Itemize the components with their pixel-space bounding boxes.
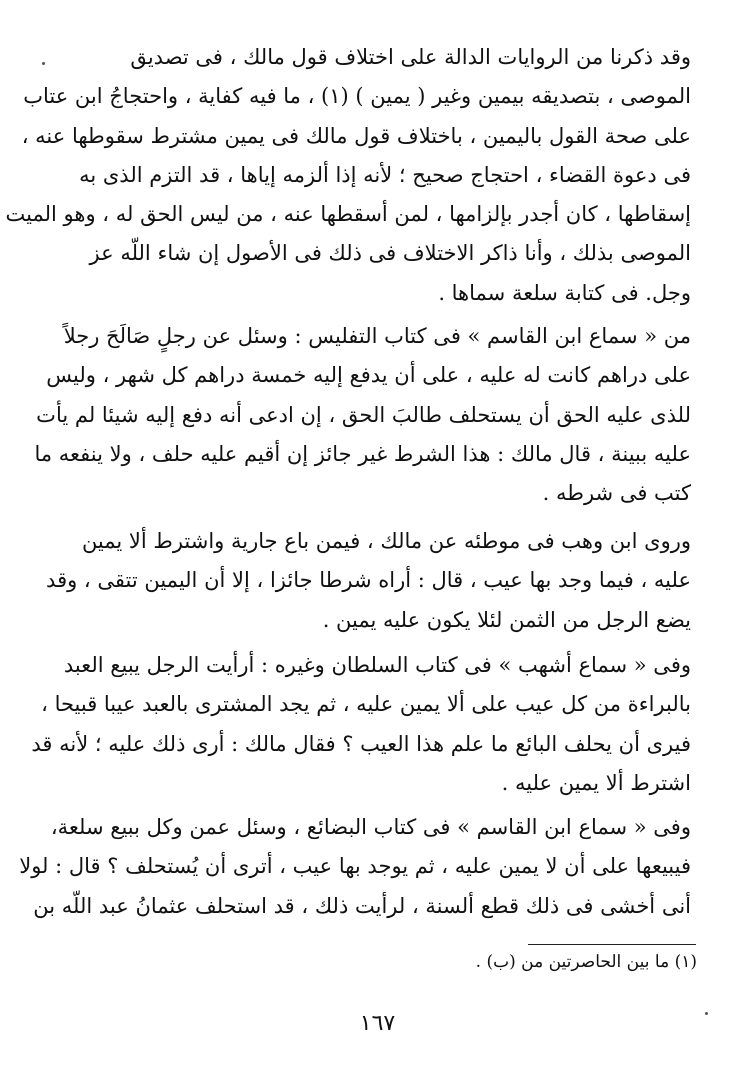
text-line: اشترط ألا يمين عليه . bbox=[501, 770, 691, 795]
paragraph-4 bbox=[31, 646, 691, 803]
text-line: وفى « سماع ابن القاسم » فى كتاب البضائع ، وسئل عمن وكل ببيع سلعة، bbox=[50, 815, 691, 839]
footnote-separator bbox=[528, 944, 696, 945]
text-line: وقد ذكرنا من الروايات الدالة على اختلاف قول مالك ، فى تصديق bbox=[130, 45, 691, 69]
text-line: إسقاطها ، كان أجدر بإلزامها ، لمن أسقطها عنه ، من ليس الحق له ، وهو الميت bbox=[5, 202, 691, 227]
text-line: يضع الرجل من الثمن لئلا يكون عليه يمين . bbox=[322, 607, 691, 632]
text-line: الموصى بذلك ، وأنا ذاكر الاختلاف فى ذلك فى الأصول إن شاء اللّه عز bbox=[89, 241, 691, 266]
page-number: ١٦٧ bbox=[359, 1011, 396, 1036]
text-line: من « سماع ابن القاسم » فى كتاب التفليس : وسئل عن رجلٍ صَالَحَ رجلاً bbox=[63, 324, 691, 348]
text-line: فيبيعها على أن لا يمين عليه ، ثم يوجد بها عيب ، أترى أن يُستحلف ؟ قال : لولا bbox=[19, 854, 691, 879]
text-line: على دراهم كانت له عليه ، على أن يدفع إليه خمسة دراهم كل شهر ، وليس bbox=[46, 363, 691, 388]
text-line: عليه ببينة ، قال مالك : هذا الشرط غير جائز إن أقيم عليه حلف ، ولا ينفعه ما bbox=[34, 441, 691, 466]
text-line: فيرى أن يحلف البائع ما علم هذا العيب ؟ فقال مالك : أرى ذلك عليه ؛ لأنه قد bbox=[31, 731, 691, 756]
paragraph-1 bbox=[5, 38, 691, 313]
text-line: وروى ابن وهب فى موطئه عن مالك ، فيمن باع جارية واشترط ألا يمين bbox=[81, 529, 691, 553]
paragraph-5 bbox=[19, 808, 691, 926]
text-line: كتب فى شرطه . bbox=[542, 481, 691, 506]
paragraph-2 bbox=[34, 317, 691, 513]
footnote: (١) ما بين الحاصرتين من (ب) . bbox=[475, 952, 697, 972]
paragraph-3 bbox=[46, 522, 691, 640]
text-line: فى دعوة القضاء ، احتجاج صحيح ؛ لأنه إذا ألزمه إياها ، قد التزم الذى به bbox=[79, 162, 691, 187]
text-line: الموصى ، بتصديقه بيمين وغير ( يمين ) (١) ، ما فيه كفاية ، واحتجاجُ ابن عتاب bbox=[23, 84, 691, 109]
text-line: أنى أخشى فى ذلك قطع ألسنة ، لرأيت ذلك ، قد استحلف عثمانُ عبد اللّه بن bbox=[33, 893, 691, 918]
scan-speck bbox=[42, 62, 45, 65]
text-line: وجل. فى كتابة سلعة سماها . bbox=[438, 280, 691, 305]
text-line: وفى « سماع أشهب » فى كتاب السلطان وغيره : أرأيت الرجل يبيع العبد bbox=[63, 653, 691, 677]
text-line: للذى عليه الحق أن يستحلف طالبَ الحق ، إن ادعى أنه دفع إليه شيئا لم يأت bbox=[36, 402, 691, 427]
text-line: عليه ، فيما وجد بها عيب ، قال : أراه شرطا جائزا ، إلا أن اليمين تتقى ، وقد bbox=[46, 568, 691, 593]
text-line: بالبراءة من كل عيب على ألا يمين عليه ، ثم يجد المشترى بالعبد عيبا قبيحا ، bbox=[41, 692, 691, 717]
text-line: على صحة القول باليمين ، باختلاف قول مالك فى يمين مشترط سقوطها عنه ، bbox=[21, 123, 691, 148]
